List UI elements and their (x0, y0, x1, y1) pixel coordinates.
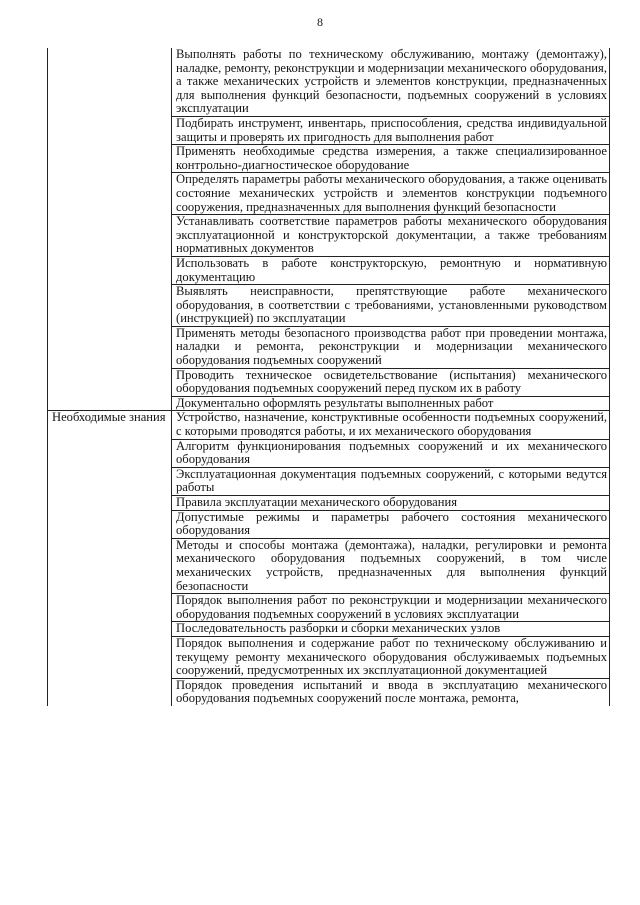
skills-item: Применять методы безопасного производства работ при проведении монтажа, наладки и ремонта, реконструкции и модернизации механического оборудования подъемных сооружений (172, 326, 610, 368)
knowledge-item: Порядок проведения испытаний и ввода в эксплуатацию механического оборудования подъемных сооружений после монтажа, ремонта, (172, 678, 610, 706)
skills-item: Выполнять работы по техническому обслуживанию, монтажу (демонтажу), наладке, ремонту, реконструкции и модернизации механического оборудования, а также механических устройств и элементов конструкции, предназначенных для выполнения функций безопасности, подъемных сооружений в условиях эксплуатации (172, 48, 610, 116)
table-row (48, 411, 610, 439)
skills-item: Определять параметры работы механического оборудования, а также оценивать состояние механических устройств и элементов конструкции подъемного сооружения, предназначенных для выполнения функций безопасности (172, 173, 610, 215)
skills-item: Подбирать инструмент, инвентарь, приспособления, средства индивидуальной защиты и проверять их пригодность для выполнения работ (172, 116, 610, 144)
table-row (48, 48, 610, 116)
knowledge-item: Методы и способы монтажа (демонтажа), наладки, регулировки и ремонта механического оборудования подъемных сооружений, в том числе механических устройств, предназначенных для выполнения функций безопасности (172, 538, 610, 593)
skills-item: Документально оформлять результаты выполненных работ (172, 396, 610, 411)
knowledge-item: Эксплуатационная документация подъемных сооружений, с которыми ведутся работы (172, 467, 610, 495)
knowledge-item: Алгоритм функционирования подъемных сооружений и их механического оборудования (172, 439, 610, 467)
knowledge-item: Правила эксплуатации механического оборудования (172, 496, 610, 511)
skills-item: Проводить техническое освидетельствование (испытания) механического оборудования подъемных сооружений перед пуском их в работу (172, 368, 610, 396)
skills-item: Применять необходимые средства измерения, а также специализированное контрольно-диагностическое оборудование (172, 145, 610, 173)
skills-item: Выявлять неисправности, препятствующие работе механического оборудования, в соответствии с требованиями, установленными руководством (инструкцией) по эксплуатации (172, 285, 610, 327)
competency-table-body (48, 48, 610, 706)
page-number: 8 (317, 15, 323, 29)
competency-table (47, 48, 610, 706)
skills-label-cell (48, 48, 172, 411)
knowledge-item: Порядок выполнения и содержание работ по техническому обслуживанию и текущему ремонту механического оборудования обслуживаемых подъемных сооружений, предусмотренных их эксплуатационной документацией (172, 636, 610, 678)
knowledge-item: Допустимые режимы и параметры рабочего состояния механического оборудования (172, 510, 610, 538)
knowledge-item: Последовательность разборки и сборки механических узлов (172, 622, 610, 637)
skills-item: Использовать в работе конструкторскую, ремонтную и нормативную документацию (172, 256, 610, 284)
knowledge-item: Устройство, назначение, конструктивные особенности подъемных сооружений, с которыми проводятся работы, и их механического оборудования (172, 411, 610, 439)
knowledge-item: Порядок выполнения работ по реконструкции и модернизации механического оборудования подъемных сооружений в условиях эксплуатации (172, 594, 610, 622)
knowledge-label-cell (48, 411, 172, 706)
knowledge-label: Необходимые знания (52, 410, 166, 425)
skills-item: Устанавливать соответствие параметров работы механического оборудования эксплуатационной и конструкторской документации, а также требованиям нормативных документов (172, 215, 610, 257)
